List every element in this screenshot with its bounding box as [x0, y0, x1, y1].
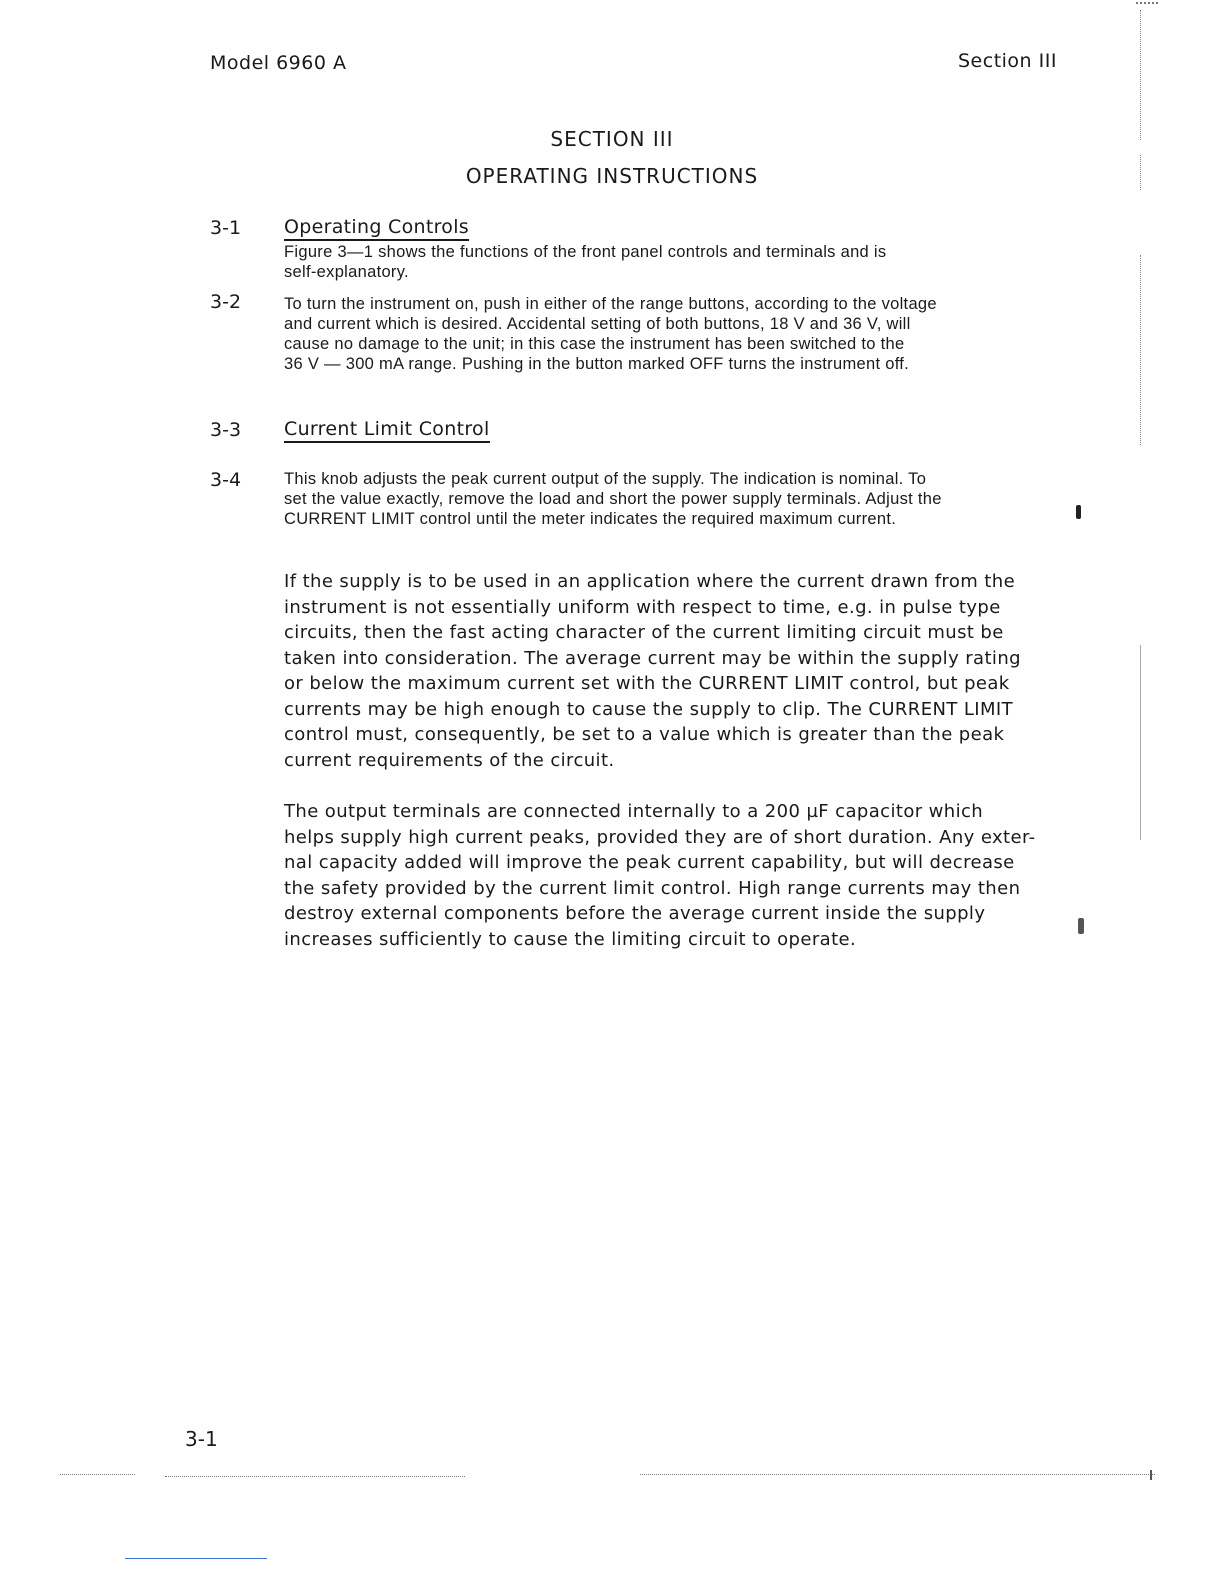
text-line: and current which is desired. Accidental setting of both buttons, 18 V and 36 V, will — [284, 315, 911, 333]
body-paragraph-pulse-circuits — [284, 569, 1064, 773]
text-line: The output terminals are connected internally to a 200 µF capacitor which — [284, 801, 984, 822]
text-line: cause no damage to the unit; in this case the instrument has been switched to the — [284, 335, 905, 353]
section-subtitle: OPERATING INSTRUCTIONS — [465, 164, 759, 188]
scan-bottom-line — [640, 1474, 1155, 1476]
text-line: If the supply is to be used in an application where the current drawn from the — [284, 571, 1016, 592]
text-line: circuits, then the fast acting character of the current limiting circuit must be — [284, 622, 1004, 643]
scan-bottom-mark — [1150, 1470, 1160, 1480]
paragraph-3-2-text — [284, 294, 1074, 374]
paragraph-number-3-4: 3-4 — [210, 469, 242, 491]
paragraph-3-4-text — [284, 469, 1074, 529]
text-line: instrument is not essentially uniform with respect to time, e.g. in pulse type — [284, 596, 1001, 618]
text-line: increases sufficiently to cause the limiting circuit to operate. — [284, 928, 857, 950]
paragraph-3-1-text — [284, 242, 1074, 282]
scan-speck — [1078, 918, 1084, 934]
page-number: 3-1 — [185, 1427, 218, 1451]
text-line: taken into consideration. The average current may be within the supply rating — [284, 647, 1021, 669]
text-line: This knob adjusts the peak current output of the supply. The indication is nominal. To — [284, 470, 927, 488]
scan-corner-mark — [1136, 2, 1158, 12]
paragraph-number-3-2: 3-2 — [210, 291, 242, 313]
text-line: helps supply high current peaks, provided they are of short duration. Any exter- — [284, 826, 1036, 848]
paragraph-number-3-3: 3-3 — [210, 419, 242, 441]
text-line: or below the maximum current set with the CURRENT LIMIT control, but peak — [284, 673, 1010, 694]
text-line: currents may be high enough to cause the supply to clip. The CURRENT LIMIT — [284, 698, 1014, 720]
scan-bottom-line — [165, 1476, 465, 1478]
text-line: self-explanatory. — [284, 263, 409, 281]
text-line: Figure 3—1 shows the functions of the front panel controls and terminals and is — [284, 243, 887, 261]
bottom-link-rule — [125, 1558, 267, 1559]
section-label: Section III — [958, 50, 1057, 72]
scan-edge-mark — [1140, 155, 1143, 190]
heading-operating-controls: Operating Controls — [284, 216, 469, 241]
text-line: current requirements of the circuit. — [284, 749, 615, 771]
heading-current-limit-control: Current Limit Control — [284, 418, 490, 443]
scan-edge-mark — [1140, 645, 1143, 840]
text-line: destroy external components before the average current inside the supply — [284, 903, 986, 924]
scan-bottom-line — [60, 1474, 135, 1476]
text-line: 36 V — 300 mA range. Pushing in the button marked OFF turns the instrument off. — [284, 355, 910, 373]
model-label: Model 6960 A — [210, 52, 347, 74]
text-line: To turn the instrument on, push in either of the range buttons, according to the voltage — [284, 295, 937, 313]
scan-speck — [1076, 505, 1081, 519]
text-line: CURRENT LIMIT control until the meter indicates the required maximum current. — [284, 510, 897, 528]
text-line: the safety provided by the current limit control. High range currents may then — [284, 877, 1021, 899]
text-line: nal capacity added will improve the peak current capability, but will decrease — [284, 852, 1015, 873]
text-line: control must, consequently, be set to a value which is greater than the peak — [284, 724, 1005, 745]
text-line: set the value exactly, remove the load and short the power supply terminals. Adjust the — [284, 490, 942, 508]
section-title: SECTION III — [550, 127, 674, 151]
scan-edge-mark — [1140, 255, 1143, 445]
body-paragraph-output-capacitor — [284, 799, 1064, 952]
paragraph-number-3-1: 3-1 — [210, 217, 242, 239]
scan-edge-mark — [1140, 10, 1143, 140]
